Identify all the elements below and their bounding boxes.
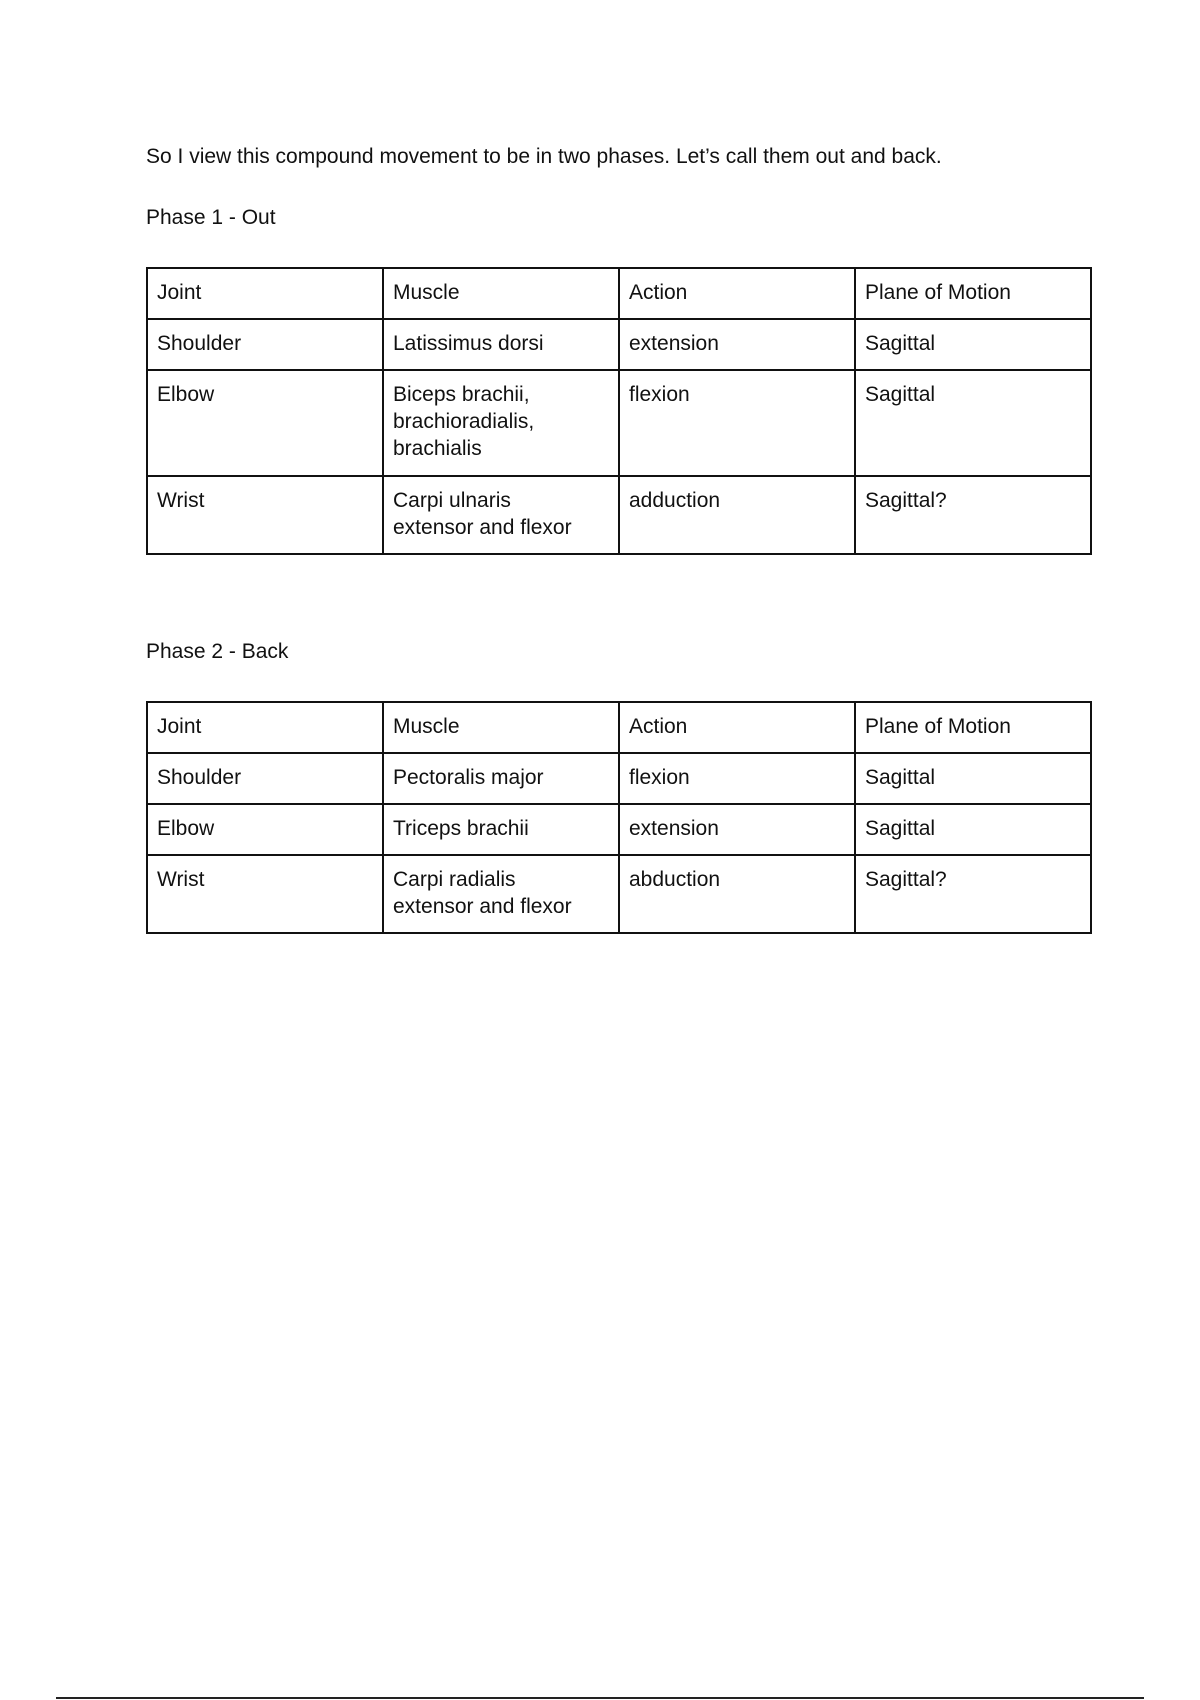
header-cell-joint: Joint xyxy=(147,702,383,753)
cell-plane: Sagittal? xyxy=(855,476,1091,554)
cell-action: abduction xyxy=(619,855,855,933)
cell-joint: Elbow xyxy=(147,804,383,855)
cell-plane: Sagittal xyxy=(855,319,1091,370)
cell-plane: Sagittal xyxy=(855,753,1091,804)
phase-2-heading: Phase 2 - Back xyxy=(146,640,289,663)
page-bottom-divider xyxy=(56,1697,1144,1699)
cell-action: adduction xyxy=(619,476,855,554)
header-cell-joint: Joint xyxy=(147,268,383,319)
table-row xyxy=(147,476,1091,554)
cell-action: extension xyxy=(619,804,855,855)
cell-plane: Sagittal? xyxy=(855,855,1091,933)
phase-1-table xyxy=(146,267,1092,555)
header-cell-plane: Plane of Motion xyxy=(855,702,1091,753)
cell-muscle: Latissimus dorsi xyxy=(383,319,619,370)
cell-joint: Shoulder xyxy=(147,753,383,804)
cell-joint: Wrist xyxy=(147,855,383,933)
header-cell-action: Action xyxy=(619,702,855,753)
intro-text: So I view this compound movement to be in two phases. Let’s call them out and back. xyxy=(146,145,942,168)
cell-muscle: Biceps brachii, brachioradialis, brachialis xyxy=(383,370,619,476)
table-row xyxy=(147,370,1091,476)
phase-2-table xyxy=(146,701,1092,934)
cell-muscle: Pectoralis major xyxy=(383,753,619,804)
phase-1-heading: Phase 1 - Out xyxy=(146,206,276,229)
cell-action: extension xyxy=(619,319,855,370)
header-cell-muscle: Muscle xyxy=(383,268,619,319)
table-header-row xyxy=(147,268,1091,319)
table-header-row xyxy=(147,702,1091,753)
header-cell-action: Action xyxy=(619,268,855,319)
cell-plane: Sagittal xyxy=(855,804,1091,855)
table-row xyxy=(147,804,1091,855)
cell-action: flexion xyxy=(619,370,855,476)
table-row xyxy=(147,319,1091,370)
table-row xyxy=(147,855,1091,933)
cell-action: flexion xyxy=(619,753,855,804)
cell-joint: Elbow xyxy=(147,370,383,476)
cell-muscle: Carpi radialis extensor and flexor xyxy=(383,855,619,933)
cell-joint: Wrist xyxy=(147,476,383,554)
header-cell-plane: Plane of Motion xyxy=(855,268,1091,319)
table-row xyxy=(147,753,1091,804)
cell-plane: Sagittal xyxy=(855,370,1091,476)
cell-joint: Shoulder xyxy=(147,319,383,370)
cell-muscle: Triceps brachii xyxy=(383,804,619,855)
header-cell-muscle: Muscle xyxy=(383,702,619,753)
cell-muscle: Carpi ulnaris extensor and flexor xyxy=(383,476,619,554)
